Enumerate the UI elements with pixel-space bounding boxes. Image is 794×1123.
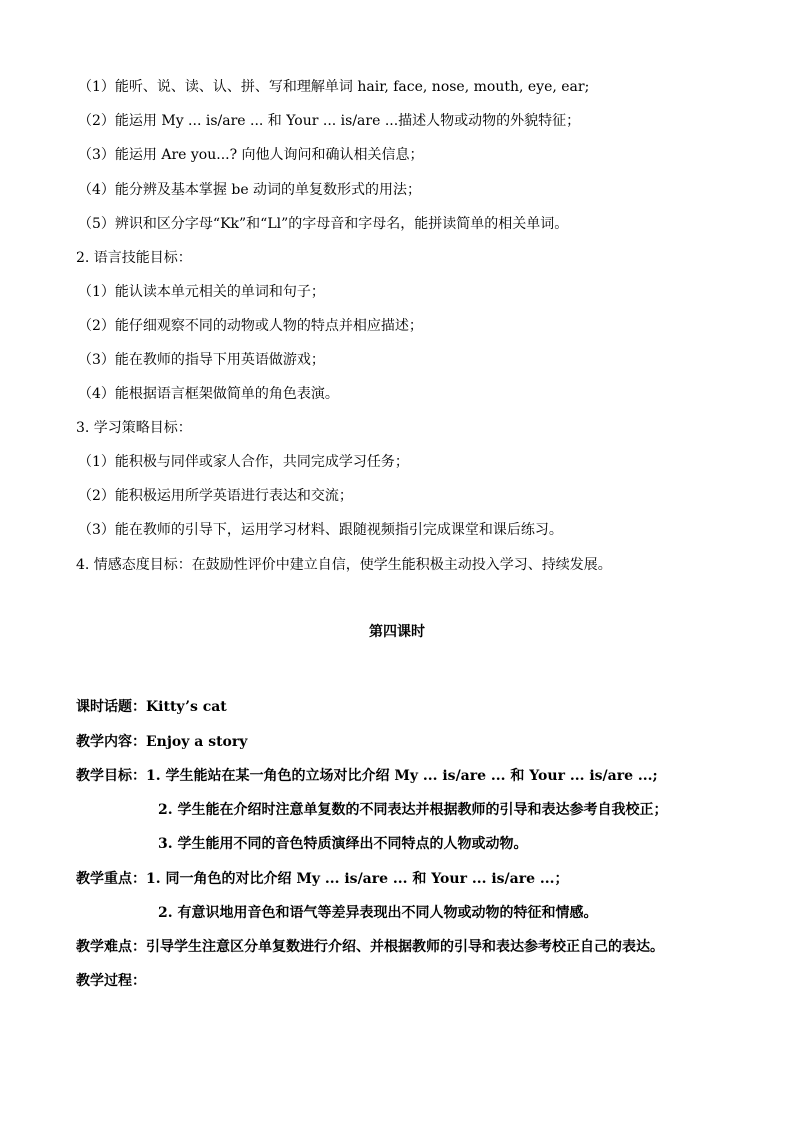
topic-row — [76, 697, 227, 717]
knowledge-item-3: （3）能运用 Are you...? 向他人询问和确认相关信息； — [78, 147, 424, 163]
strategy-item-1: （1）能积极与同伴或家人合作，共同完成学习任务； — [78, 454, 409, 470]
knowledge-item-5: （5）辨识和区分字母“Kk”和“Ll”的字母音和字母名，能拼读简单的相关单词。 — [78, 216, 569, 232]
skills-heading: 2. 语言技能目标： — [76, 250, 192, 266]
strategy-item-2: （2）能积极运用所学英语进行表达和交流； — [78, 488, 353, 504]
topic-value: Kitty’s cat — [146, 699, 227, 715]
content-value: Enjoy a story — [146, 734, 248, 750]
lesson-title: 第四课时 — [369, 624, 425, 640]
knowledge-item-1: （1）能听、说、读、认、拼、写和理解单词 hair, face, nose, mouth, eye, ear; — [78, 79, 590, 95]
key-point-1: 1. 同一角色的对比介绍 My ... is/are ... 和 Your ... is/are ...； — [146, 871, 569, 887]
process-label: 教学过程： — [76, 973, 146, 989]
goals-label: 教学目标： — [76, 768, 146, 784]
difficulty-value: 引导学生注意区分单复数进行介绍、并根据教师的引导和表达参考校正自己的表达。 — [146, 939, 664, 955]
goal-2: 2. 学生能在介绍时注意单复数的不同表达并根据教师的引导和表达参考自我校正； — [158, 802, 668, 818]
skills-item-4: （4）能根据语言框架做简单的角色表演。 — [78, 386, 339, 402]
key-row — [76, 869, 568, 889]
key-point-2: 2. 有意识地用音色和语气等差异表现出不同人物或动物的特征和情感。 — [158, 905, 598, 921]
content-label: 教学内容： — [76, 734, 146, 750]
skills-item-2: （2）能仔细观察不同的动物或人物的特点并相应描述； — [78, 318, 423, 334]
goal-1: 1. 学生能站在某一角色的立场对比介绍 My ... is/are ... 和 Your ... is/are ...; — [146, 768, 658, 784]
strategy-heading: 3. 学习策略目标： — [76, 420, 192, 436]
difficulty-label: 教学难点： — [76, 939, 146, 955]
knowledge-item-2: （2）能运用 My ... is/are ... 和 Your ... is/are ...描述人物或动物的外貌特征； — [78, 113, 581, 129]
affect-line: 4. 情感态度目标：在鼓励性评价中建立自信，使学生能积极主动投入学习、持续发展。 — [76, 557, 612, 573]
skills-item-1: （1）能认读本单元相关的单词和句子； — [78, 284, 325, 300]
difficulty-row — [76, 937, 664, 957]
key-label: 教学重点： — [76, 871, 146, 887]
content-row — [76, 732, 247, 752]
goals-row — [76, 766, 658, 786]
goal-3: 3. 学生能用不同的音色特质演绎出不同特点的人物或动物。 — [158, 836, 528, 852]
topic-label: 课时话题： — [76, 699, 146, 715]
knowledge-item-4: （4）能分辨及基本掌握 be 动词的单复数形式的用法； — [78, 182, 422, 198]
skills-item-3: （3）能在教师的指导下用英语做游戏； — [78, 352, 325, 368]
strategy-item-3: （3）能在教师的引导下，运用学习材料、跟随视频指引完成课堂和课后练习。 — [78, 522, 563, 538]
